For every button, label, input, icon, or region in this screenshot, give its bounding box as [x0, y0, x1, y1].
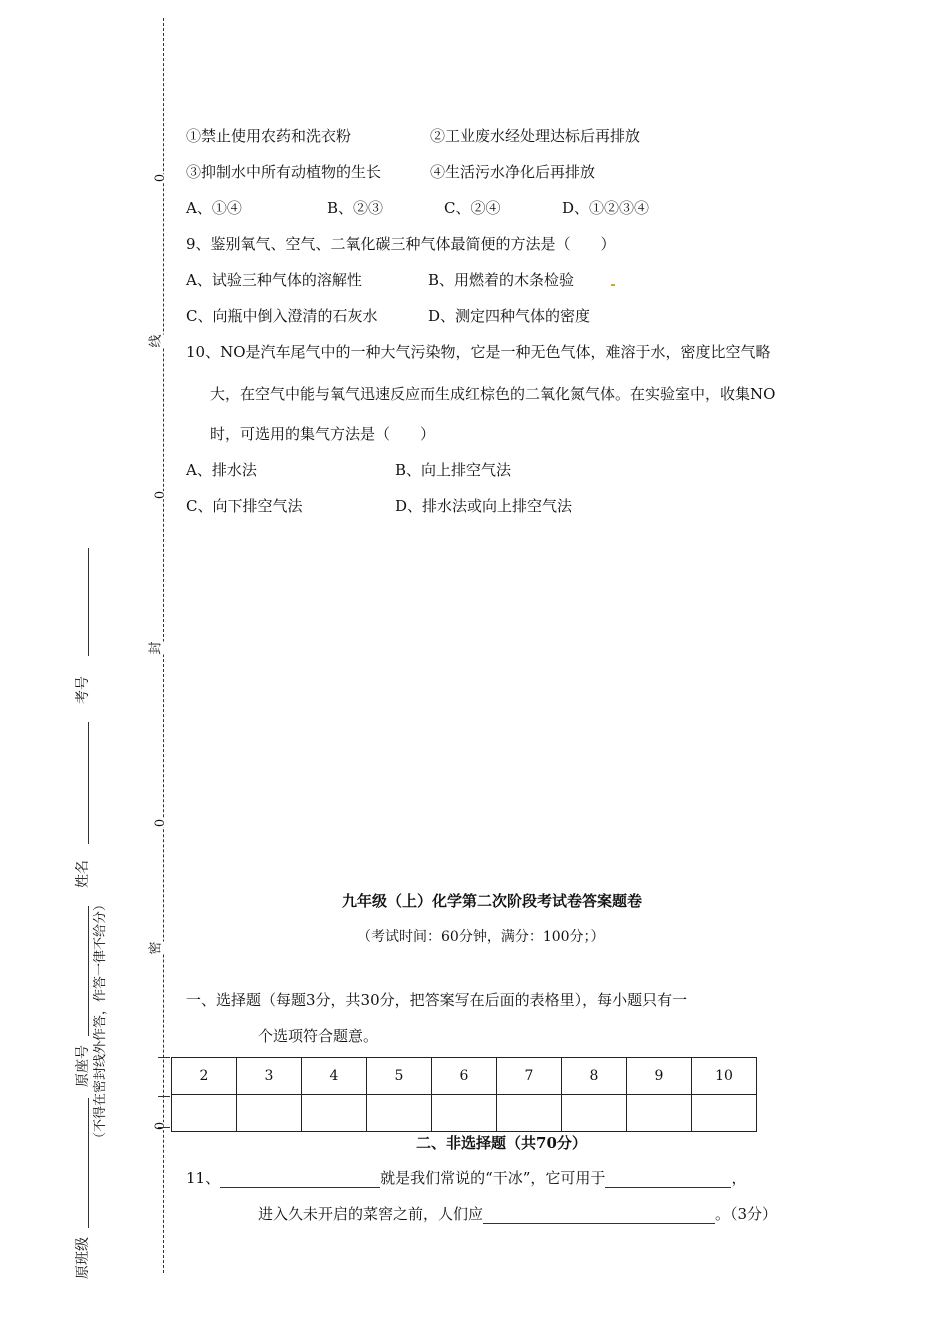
q10-choice-b: B、向上排空气法 — [395, 461, 512, 479]
answer-table-header: 8 — [562, 1058, 627, 1095]
answer-table-answer-row — [172, 1095, 757, 1132]
q9-stem: 9、鉴别氧气、空气、二氧化碳三种气体最简便的方法是（ ） — [186, 235, 616, 253]
q11-blank-2[interactable] — [605, 1171, 731, 1188]
q9-choice-c: C、向瓶中倒入澄清的石灰水 — [186, 307, 378, 325]
answer-cell[interactable] — [627, 1095, 692, 1132]
answer-cell[interactable] — [302, 1095, 367, 1132]
q11-blank-1[interactable] — [220, 1171, 380, 1188]
q11-blank-3[interactable] — [483, 1207, 715, 1224]
table-edge-tick — [158, 1057, 170, 1058]
table-edge-tick — [158, 1127, 170, 1128]
answer-sheet-subtitle: （考试时间：60分钟，满分：100分；） — [357, 929, 605, 945]
seal-mark: 0 — [153, 173, 169, 183]
option-1: ①禁止使用农药和洗衣粉 — [186, 127, 352, 145]
q9-choice-d: D、测定四种气体的密度 — [428, 307, 591, 325]
answer-cell[interactable] — [562, 1095, 627, 1132]
answer-cell[interactable] — [497, 1095, 562, 1132]
binding-notice: （不得在密封线外作答，作答一律不给分） — [93, 897, 109, 1146]
exam-number-blank[interactable] — [88, 548, 89, 656]
q11-line2-text: 进入久未开启的菜窖之前，人们应 — [258, 1205, 484, 1223]
q10-stem-line1: 10、NO是汽车尾气中的一种大气污染物，它是一种无色气体，难溶于水，密度比空气略 — [186, 343, 771, 361]
seat-number-label: 原座号 — [75, 1045, 91, 1087]
q10-choice-a: A、排水法 — [186, 461, 257, 479]
q9-choice-a: A、试验三种气体的溶解性 — [186, 271, 362, 289]
name-blank[interactable] — [88, 722, 89, 844]
section1-instructions-line2: 个选项符合题意。 — [258, 1027, 379, 1045]
seal-mark-mi: 密 — [148, 941, 164, 955]
option-3: ③抑制水中所有动植物的生长 — [186, 163, 382, 181]
stray-mark — [611, 284, 615, 286]
option-4: ④生活污水净化后再排放 — [430, 163, 596, 181]
answer-cell[interactable] — [367, 1095, 432, 1132]
q11-comma: ， — [731, 1169, 747, 1187]
q8-choice-c: C、②④ — [444, 199, 501, 217]
q8-choice-d: D、①②③④ — [562, 199, 650, 217]
seal-mark-xian: 线 — [148, 334, 164, 348]
q10-choice-c: C、向下排空气法 — [186, 497, 303, 515]
exam-number-label: 考号 — [75, 676, 91, 704]
q11-line2 — [258, 1204, 777, 1224]
q8-choice-b: B、②③ — [327, 199, 384, 217]
answer-cell[interactable] — [172, 1095, 237, 1132]
name-label: 姓名 — [75, 860, 91, 888]
answer-sheet-title: 九年级（上）化学第二次阶段考试卷答案题卷 — [342, 892, 643, 910]
q10-choice-d: D、排水法或向上排空气法 — [395, 497, 573, 515]
answer-table-header: 5 — [367, 1058, 432, 1095]
answer-cell[interactable] — [237, 1095, 302, 1132]
q9-choice-b: B、用燃着的木条检验 — [428, 271, 575, 289]
answer-cell[interactable] — [692, 1095, 757, 1132]
section2-title: 二、非选择题（共70分） — [416, 1134, 587, 1152]
q10-stem-line3: 时，可选用的集气方法是（ ） — [210, 425, 436, 443]
answer-table-header: 4 — [302, 1058, 367, 1095]
class-label: 原班级 — [75, 1237, 91, 1279]
seal-mark: 0 — [153, 1121, 169, 1131]
answer-table-header-row — [172, 1058, 757, 1095]
answer-table-header: 3 — [237, 1058, 302, 1095]
section1-instructions-line1: 一、选择题（每题3分，共30分，把答案写在后面的表格里），每小题只有一 — [186, 991, 688, 1009]
table-edge-tick — [158, 1096, 170, 1097]
seal-mark-feng: 封 — [148, 641, 164, 655]
answer-table-header: 7 — [497, 1058, 562, 1095]
seal-mark: 0 — [153, 818, 169, 828]
q8-choice-a: A、①④ — [186, 199, 242, 217]
q11-number: 11、 — [186, 1169, 221, 1187]
option-2: ②工业废水经处理达标后再排放 — [430, 127, 641, 145]
q11-end: 。（3分） — [715, 1205, 778, 1223]
answer-cell[interactable] — [432, 1095, 497, 1132]
answer-table — [171, 1057, 757, 1132]
q11-text: 就是我们常说的“干冰”，它可用于 — [380, 1169, 606, 1187]
q10-stem-line2: 大，在空气中能与氧气迅速反应而生成红棕色的二氧化氮气体。在实验室中，收集NO — [210, 385, 776, 403]
q11-line1 — [186, 1168, 746, 1188]
answer-table-header: 6 — [432, 1058, 497, 1095]
answer-table-header: 9 — [627, 1058, 692, 1095]
seal-mark: 0 — [153, 490, 169, 500]
answer-table-header: 2 — [172, 1058, 237, 1095]
answer-table-header: 10 — [692, 1058, 757, 1095]
